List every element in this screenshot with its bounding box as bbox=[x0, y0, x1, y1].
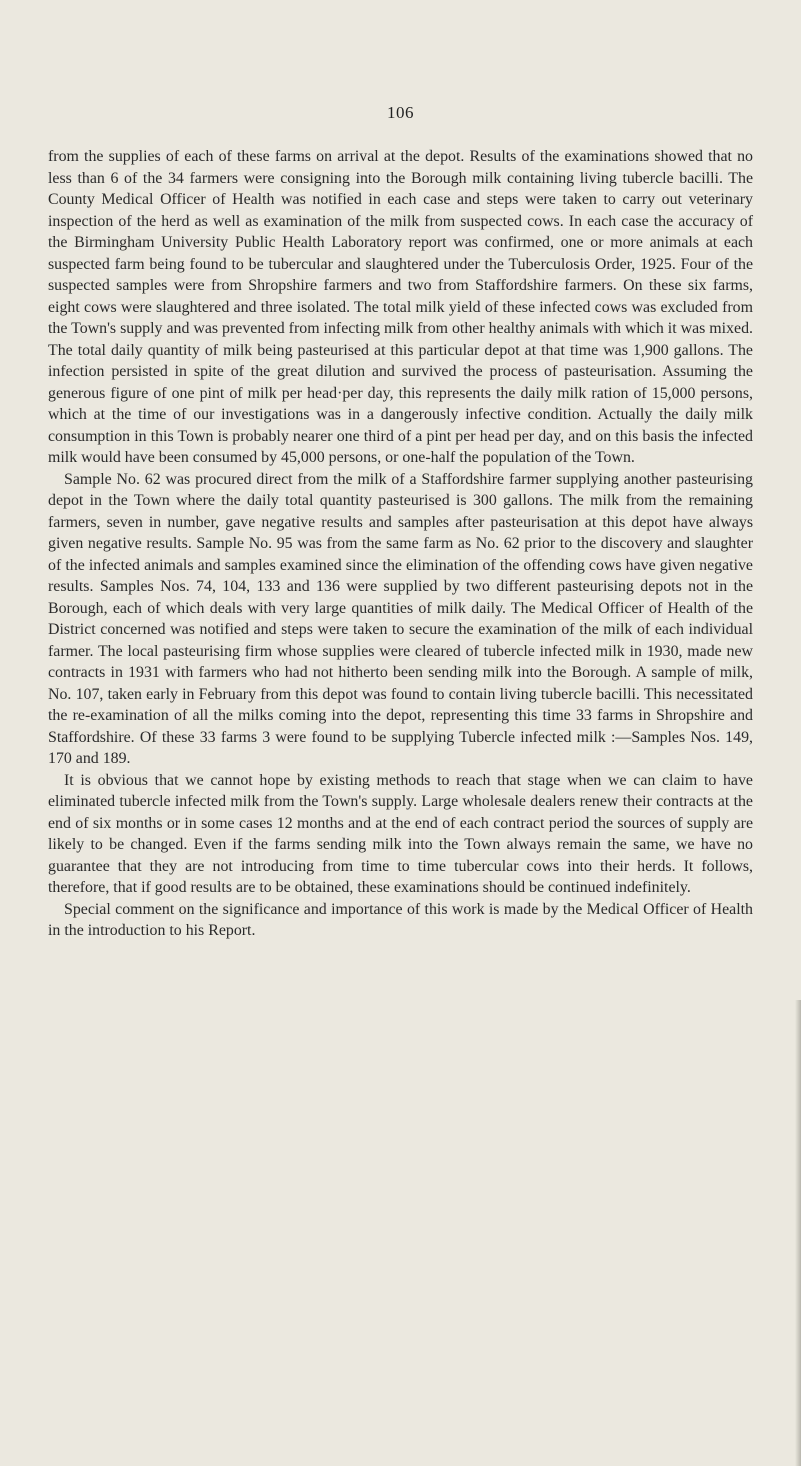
page-edge-shadow bbox=[795, 1000, 801, 1466]
paragraph-special-comment: Special comment on the significance and importance of this work is made by the Medical Officer of Health in the introduction to his Report. bbox=[48, 900, 753, 939]
paragraph-sample-62: Sample No. 62 was procured direct from the milk of a Staffordshire farmer supplying another pasteurising depot in the Town where the daily total quantity pasteurised is 300 gallons. The milk from the remaining farmers, seven in number, gave negative results and samples after pasteurisation at this depot have always given negative results. Sample No. 95 was from the same farm as No. 62 prior to the discovery and slaughter of the infected animals and samples examined since the elimination of the offending cows have given negative results. Samples Nos. 74, 104, 133 and 136 were supplied by two different pasteurising depots not in the Borough, each of which deals with very large quantities of milk daily. The Medical Officer of Health of the District concerned was notified and steps were taken to secure the examination of the milk of each individual farmer. The local pasteurising firm whose supplies were cleared of tubercle infected milk in 1930, made new contracts in 1931 with farmers who had not hitherto been sending milk into the Borough. A sample of milk, No. 107, taken early in February from this depot was found to contain living tubercle bacilli. This necessitated the re-examination of all the milks coming into the depot, representing this time 33 farms in Shropshire and Staffordshire. Of these 33 farms 3 were found to be supplying Tubercle infected milk :—Samples Nos. 149, 170 and 189. bbox=[48, 470, 753, 767]
paragraph-depot-results: from the supplies of each of these farms on arrival at the depot. Results of the examinations showed that no less than 6 of the 34 farmers were consigning into the Borough milk containing living tubercle bacilli. The County Medical Officer of Health was notified in each case and steps were taken to carry out veterinary inspection of the herd as well as examination of the milk from suspected cows. In each case the accuracy of the Birmingham University Public Health Laboratory report was confirmed, one or more animals at each suspected farm being found to be tubercular and slaughtered under the Tuberculosis Order, 1925. Four of the suspected samples were from Shropshire farmers and two from Staffordshire farmers. On these six farms, eight cows were slaughtered and three isolated. The total milk yield of these infected cows was excluded from the Town's supply and was prevented from infecting milk from other healthy animals with which it was mixed. The total daily quantity of milk being pasteurised at this particular depot at that time was 1,900 gallons. The infection persisted in spite of the great dilution and survived the process of pasteurisation. Assuming the generous figure of one pint of milk per head·per day, this represents the daily milk ration of 15,000 persons, which at the time of our investigations was in a dangerously infective condition. Actually the daily milk consumption in this Town is probably nearer one third of a pint per head per day, and on this basis the infected milk would have been consumed by 45,000 persons, or one-half the population of the Town. bbox=[48, 148, 753, 466]
page-number: 106 bbox=[387, 103, 414, 122]
paragraph-conclusion: It is obvious that we cannot hope by existing methods to reach that stage when we can claim to have eliminated tubercle infected milk from the Town's supply. Large wholesale dealers renew their contracts at the end of six months or in some cases 12 months and at the end of each contract period the sources of supply are likely to be changed. Even if the farms sending milk into the Town always remain the same, we have no guarantee that they are not introducing from time to time tubercular cows into their herds. It follows, therefore, that if good results are to be obtained, these examinations should be continued indefinitely. bbox=[48, 771, 753, 896]
report-body bbox=[48, 146, 753, 942]
